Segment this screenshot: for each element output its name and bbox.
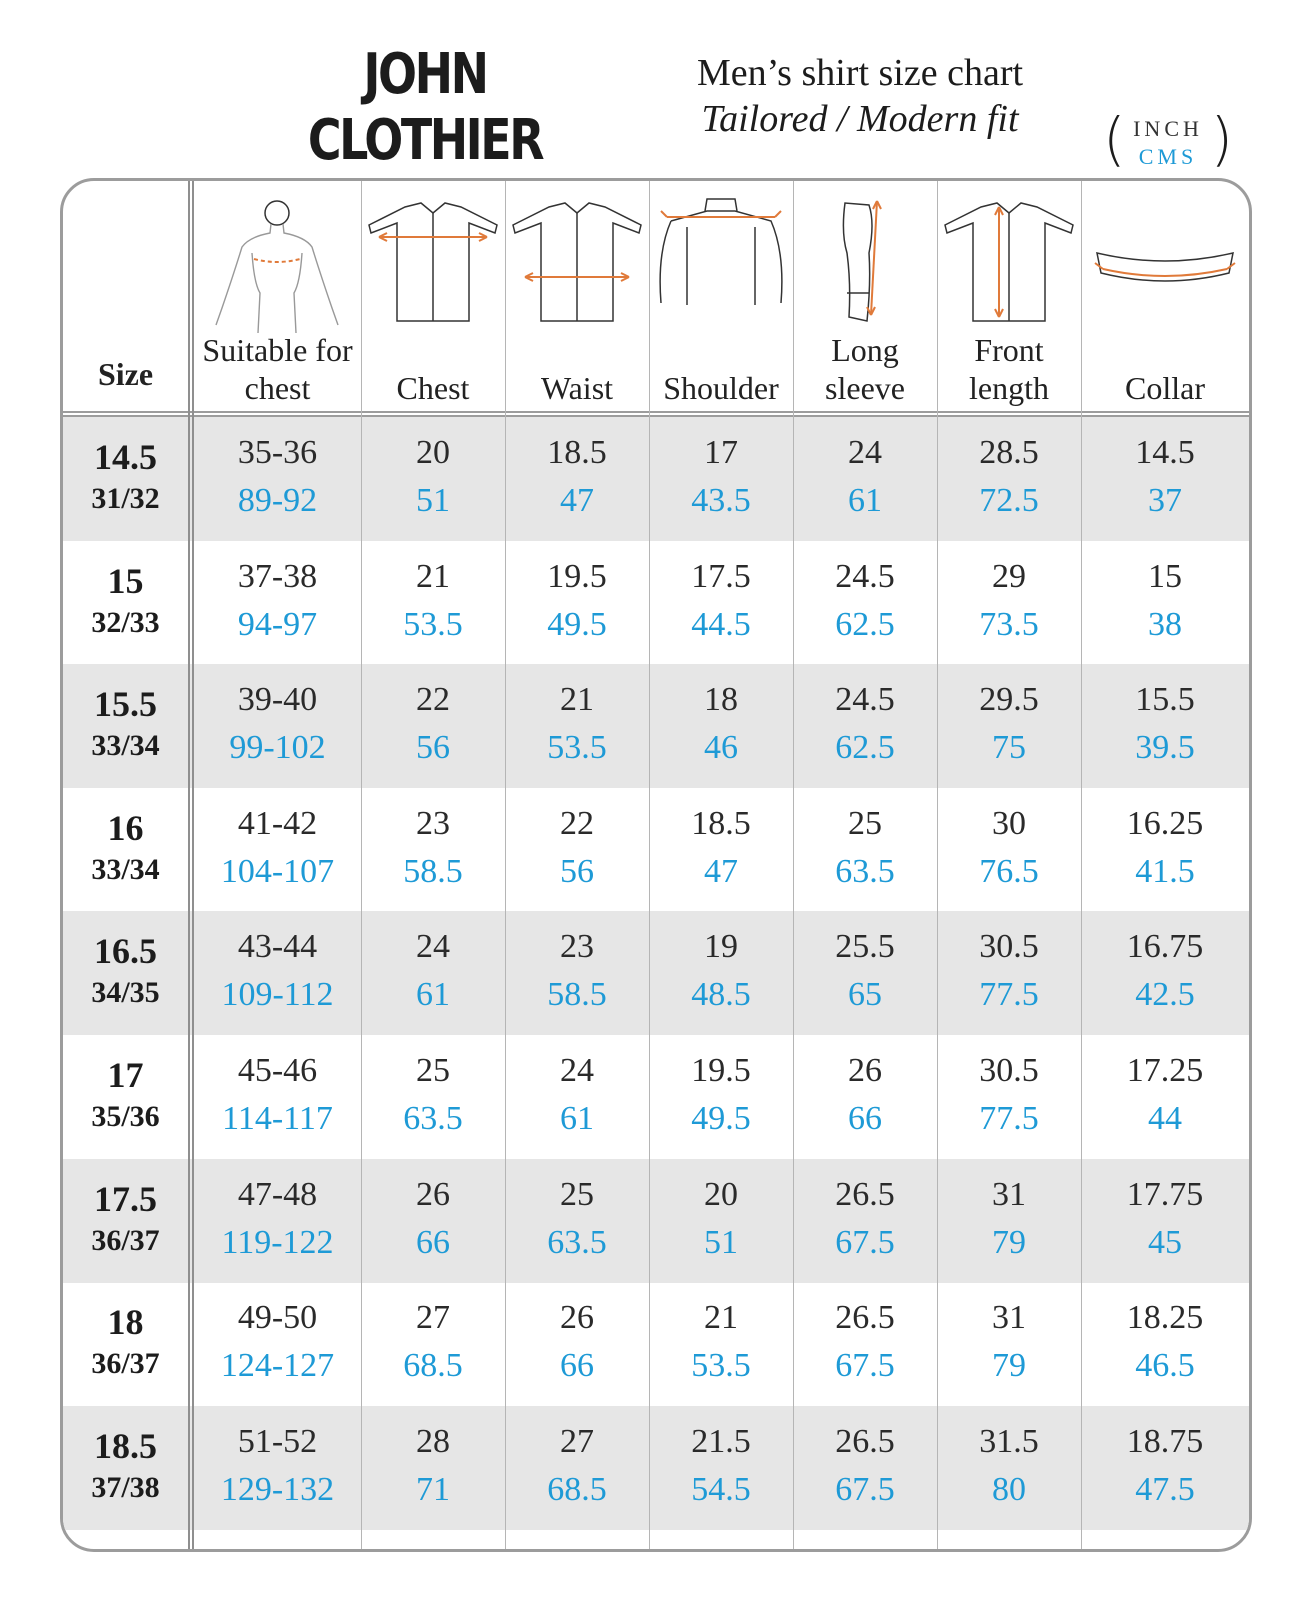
header-length-label: Front length bbox=[969, 332, 1049, 406]
size-cell bbox=[63, 911, 188, 1035]
collar-inch-value: 15 bbox=[1148, 558, 1182, 595]
length-cm-value: 77.5 bbox=[979, 976, 1039, 1013]
shoulder-cell bbox=[649, 1406, 793, 1530]
chart-title bbox=[660, 50, 1060, 142]
collar-size: 16.5 bbox=[94, 931, 157, 971]
sleeve-size: 36/37 bbox=[91, 1347, 160, 1380]
sleeve-cm-value: 61 bbox=[848, 482, 882, 519]
shirt-length-icon bbox=[937, 193, 1081, 333]
header-length bbox=[937, 181, 1081, 411]
chest-fit-inch-value: 35-36 bbox=[237, 434, 318, 471]
waist-cell bbox=[505, 1159, 649, 1283]
header-size-label: Size bbox=[97, 356, 154, 392]
header-shoulder bbox=[649, 181, 793, 411]
size-cell bbox=[63, 788, 188, 912]
sleeve-inch-value: 26.5 bbox=[835, 1299, 895, 1336]
shoulder-inch-value: 18 bbox=[704, 681, 738, 718]
chest-fit-inch-value: 45-46 bbox=[237, 1052, 318, 1089]
chest-fit-cell bbox=[194, 1406, 361, 1530]
length-cm-value: 79 bbox=[992, 1224, 1026, 1261]
chest-cm-value: 68.5 bbox=[403, 1347, 463, 1384]
shoulder-cm-value: 49.5 bbox=[691, 1100, 751, 1137]
length-cell bbox=[937, 1406, 1081, 1530]
waist-cell bbox=[505, 664, 649, 788]
table-row bbox=[63, 1035, 1249, 1159]
collar-cell bbox=[1081, 788, 1249, 912]
sleeve-inch-value: 24.5 bbox=[835, 681, 895, 718]
waist-inch-value: 26 bbox=[560, 1299, 594, 1336]
table-header bbox=[63, 181, 1249, 411]
chest-cell bbox=[361, 788, 505, 912]
chest-fit-cell bbox=[194, 1282, 361, 1406]
chest-fit-cm-value: 89-92 bbox=[237, 482, 318, 519]
size-cell bbox=[63, 1282, 188, 1406]
length-inch-value: 31.5 bbox=[979, 1423, 1039, 1460]
header-collar-label: Collar bbox=[1125, 370, 1205, 406]
chest-inch-value: 20 bbox=[416, 434, 450, 471]
shirt-shoulder-icon bbox=[649, 193, 793, 333]
chest-fit-inch-value: 39-40 bbox=[237, 681, 318, 718]
table-row bbox=[63, 541, 1249, 665]
waist-cm-value: 61 bbox=[560, 1100, 594, 1137]
collar-inch-value: 17.75 bbox=[1126, 1176, 1204, 1213]
shoulder-cell bbox=[649, 911, 793, 1035]
collar-cm-value: 38 bbox=[1148, 606, 1182, 643]
sleeve-inch-value: 24 bbox=[848, 434, 882, 471]
sleeve-inch-value: 25.5 bbox=[835, 928, 895, 965]
collar-size: 18.5 bbox=[94, 1426, 157, 1466]
chest-cell bbox=[361, 1406, 505, 1530]
waist-cm-value: 49.5 bbox=[547, 606, 607, 643]
waist-inch-value: 23 bbox=[560, 928, 594, 965]
sleeve-cell bbox=[793, 1282, 937, 1406]
chest-fit-inch-value: 41-42 bbox=[237, 805, 318, 842]
length-cm-value: 77.5 bbox=[979, 1100, 1039, 1137]
chest-fit-cell bbox=[194, 1159, 361, 1283]
size-cell bbox=[63, 417, 188, 541]
header-chest-fit-label: Suitable for chest bbox=[202, 332, 353, 406]
length-cell bbox=[937, 1159, 1081, 1283]
size-cell bbox=[63, 1035, 188, 1159]
collar-inch-value: 15.5 bbox=[1135, 681, 1195, 718]
chest-cm-value: 51 bbox=[416, 482, 450, 519]
body-outline-icon bbox=[194, 193, 361, 333]
chest-inch-value: 26 bbox=[416, 1176, 450, 1213]
sleeve-cm-value: 67.5 bbox=[835, 1347, 895, 1384]
shoulder-cm-value: 48.5 bbox=[691, 976, 751, 1013]
sleeve-cell bbox=[793, 664, 937, 788]
collar-inch-value: 16.75 bbox=[1126, 928, 1204, 965]
sleeve-size: 32/33 bbox=[91, 606, 160, 639]
shoulder-cm-value: 46 bbox=[704, 729, 738, 766]
sleeve-size: 37/38 bbox=[91, 1471, 160, 1504]
size-cell bbox=[63, 664, 188, 788]
length-cm-value: 73.5 bbox=[979, 606, 1039, 643]
collar-cm-value: 37 bbox=[1148, 482, 1182, 519]
waist-inch-value: 22 bbox=[560, 805, 594, 842]
shoulder-inch-value: 19.5 bbox=[691, 1052, 751, 1089]
chest-cm-value: 66 bbox=[416, 1224, 450, 1261]
chest-fit-cell bbox=[194, 788, 361, 912]
shoulder-cell bbox=[649, 664, 793, 788]
header-divider bbox=[63, 411, 1249, 417]
chest-fit-cm-value: 114-117 bbox=[222, 1100, 333, 1137]
chest-cm-value: 71 bbox=[416, 1471, 450, 1508]
shoulder-cell bbox=[649, 1282, 793, 1406]
sleeve-cm-value: 66 bbox=[848, 1100, 882, 1137]
shoulder-cell bbox=[649, 788, 793, 912]
sleeve-inch-value: 24.5 bbox=[835, 558, 895, 595]
chest-fit-cm-value: 124-127 bbox=[220, 1347, 335, 1384]
chest-fit-cm-value: 104-107 bbox=[220, 853, 335, 890]
shoulder-inch-value: 21.5 bbox=[691, 1423, 751, 1460]
collar-inch-value: 16.25 bbox=[1126, 805, 1204, 842]
shoulder-inch-value: 18.5 bbox=[691, 805, 751, 842]
collar-cell bbox=[1081, 1035, 1249, 1159]
collar-size: 18 bbox=[107, 1302, 144, 1342]
shoulder-inch-value: 17 bbox=[704, 434, 738, 471]
collar-inch-value: 14.5 bbox=[1135, 434, 1195, 471]
brand-name: JOHN CLOTHIER bbox=[307, 42, 543, 173]
chest-fit-cm-value: 94-97 bbox=[237, 606, 318, 643]
right-paren-glyph: ) bbox=[1210, 105, 1233, 173]
shoulder-cell bbox=[649, 1035, 793, 1159]
waist-cell bbox=[505, 1282, 649, 1406]
collar-size: 17.5 bbox=[94, 1179, 157, 1219]
size-table bbox=[60, 178, 1252, 1552]
header-chest bbox=[361, 181, 505, 411]
chest-fit-inch-value: 37-38 bbox=[237, 558, 318, 595]
sleeve-size: 31/32 bbox=[91, 482, 160, 515]
table-row bbox=[63, 788, 1249, 912]
shirt-waist-icon bbox=[505, 193, 649, 333]
length-cell bbox=[937, 788, 1081, 912]
header-waist-label: Waist bbox=[540, 370, 614, 406]
header-waist bbox=[505, 181, 649, 411]
waist-cell bbox=[505, 911, 649, 1035]
collar-cm-value: 42.5 bbox=[1135, 976, 1195, 1013]
chest-fit-inch-value: 51-52 bbox=[237, 1423, 318, 1460]
chart-title-line2: Tailored / Modern fit bbox=[701, 98, 1019, 140]
chest-fit-cell bbox=[194, 541, 361, 665]
size-cell bbox=[63, 541, 188, 665]
column-divider bbox=[361, 181, 362, 1549]
sleeve-cell bbox=[793, 541, 937, 665]
length-cell bbox=[937, 1035, 1081, 1159]
chest-inch-value: 27 bbox=[416, 1299, 450, 1336]
waist-inch-value: 21 bbox=[560, 681, 594, 718]
chest-inch-value: 21 bbox=[416, 558, 450, 595]
table-row bbox=[63, 664, 1249, 788]
header-chest-label: Chest bbox=[396, 370, 470, 406]
shoulder-inch-value: 20 bbox=[704, 1176, 738, 1213]
collar-cm-value: 39.5 bbox=[1135, 729, 1195, 766]
chest-cm-value: 63.5 bbox=[403, 1100, 463, 1137]
table-row bbox=[63, 911, 1249, 1035]
sleeve-cm-value: 65 bbox=[848, 976, 882, 1013]
length-cm-value: 72.5 bbox=[979, 482, 1039, 519]
column-divider bbox=[505, 181, 506, 1549]
sleeve-size: 33/34 bbox=[91, 853, 160, 886]
header-chest-fit bbox=[194, 181, 361, 411]
chest-fit-cell bbox=[194, 664, 361, 788]
sleeve-cell bbox=[793, 1035, 937, 1159]
chest-cm-value: 61 bbox=[416, 976, 450, 1013]
length-cell bbox=[937, 911, 1081, 1035]
collar-cell bbox=[1081, 1159, 1249, 1283]
collar-cell bbox=[1081, 417, 1249, 541]
length-cell bbox=[937, 541, 1081, 665]
collar-cm-value: 47.5 bbox=[1135, 1471, 1195, 1508]
collar-cm-value: 45 bbox=[1148, 1224, 1182, 1261]
sleeve-inch-value: 25 bbox=[848, 805, 882, 842]
length-inch-value: 29 bbox=[992, 558, 1026, 595]
length-inch-value: 31 bbox=[992, 1299, 1026, 1336]
shirt-chest-icon bbox=[361, 193, 505, 333]
sleeve-cell bbox=[793, 417, 937, 541]
chest-fit-cell bbox=[194, 417, 361, 541]
length-cm-value: 80 bbox=[992, 1471, 1026, 1508]
collar-cm-value: 41.5 bbox=[1135, 853, 1195, 890]
collar-size: 15.5 bbox=[94, 684, 157, 724]
chest-cell bbox=[361, 417, 505, 541]
length-cm-value: 79 bbox=[992, 1347, 1026, 1384]
collar-size: 17 bbox=[107, 1055, 144, 1095]
sleeve-cm-value: 62.5 bbox=[835, 729, 895, 766]
chest-fit-cm-value: 109-112 bbox=[221, 976, 334, 1013]
length-cm-value: 75 bbox=[992, 729, 1026, 766]
chest-fit-cm-value: 129-132 bbox=[220, 1471, 335, 1508]
header-collar bbox=[1081, 181, 1249, 411]
collar-cm-value: 44 bbox=[1148, 1100, 1182, 1137]
waist-cm-value: 66 bbox=[560, 1347, 594, 1384]
chest-fit-cell bbox=[194, 911, 361, 1035]
chest-cell bbox=[361, 664, 505, 788]
sleeve-size: 35/36 bbox=[91, 1100, 160, 1133]
length-cell bbox=[937, 1282, 1081, 1406]
chest-inch-value: 23 bbox=[416, 805, 450, 842]
length-inch-value: 28.5 bbox=[979, 434, 1039, 471]
sleeve-cm-value: 67.5 bbox=[835, 1224, 895, 1261]
chest-cell bbox=[361, 911, 505, 1035]
sleeve-cell bbox=[793, 1159, 937, 1283]
shoulder-cm-value: 53.5 bbox=[691, 1347, 751, 1384]
sleeve-cell bbox=[793, 911, 937, 1035]
waist-cm-value: 68.5 bbox=[547, 1471, 607, 1508]
waist-inch-value: 18.5 bbox=[547, 434, 607, 471]
header-shoulder-label: Shoulder bbox=[663, 370, 779, 406]
shoulder-inch-value: 17.5 bbox=[691, 558, 751, 595]
shoulder-inch-value: 21 bbox=[704, 1299, 738, 1336]
column-divider bbox=[793, 181, 794, 1549]
sleeve-size: 36/37 bbox=[91, 1224, 160, 1257]
shoulder-cm-value: 43.5 bbox=[691, 482, 751, 519]
chart-title-line1: Men’s shirt size chart bbox=[696, 52, 1024, 94]
sleeve-inch-value: 26.5 bbox=[835, 1176, 895, 1213]
size-column-divider bbox=[188, 181, 194, 1549]
chest-cell bbox=[361, 1282, 505, 1406]
sleeve-inch-value: 26.5 bbox=[835, 1423, 895, 1460]
header-sleeve-label: Long sleeve bbox=[825, 332, 905, 406]
shoulder-cell bbox=[649, 417, 793, 541]
collar-inch-value: 18.25 bbox=[1126, 1299, 1204, 1336]
shoulder-inch-value: 19 bbox=[704, 928, 738, 965]
sleeve-cm-value: 62.5 bbox=[835, 606, 895, 643]
sleeve-size: 34/35 bbox=[91, 976, 160, 1009]
collar-inch-value: 17.25 bbox=[1126, 1052, 1204, 1089]
collar-cm-value: 46.5 bbox=[1135, 1347, 1195, 1384]
waist-cell bbox=[505, 541, 649, 665]
chest-inch-value: 25 bbox=[416, 1052, 450, 1089]
waist-cell bbox=[505, 417, 649, 541]
table-row bbox=[63, 1159, 1249, 1283]
chest-fit-inch-value: 47-48 bbox=[237, 1176, 318, 1213]
sleeve-cm-value: 63.5 bbox=[835, 853, 895, 890]
chest-cell bbox=[361, 541, 505, 665]
collar-cell bbox=[1081, 664, 1249, 788]
unit-secondary: CMS bbox=[1138, 144, 1198, 169]
chest-inch-value: 24 bbox=[416, 928, 450, 965]
waist-inch-value: 24 bbox=[560, 1052, 594, 1089]
chest-cell bbox=[361, 1035, 505, 1159]
shoulder-cm-value: 47 bbox=[704, 853, 738, 890]
sleeve-cell bbox=[793, 1406, 937, 1530]
left-paren-glyph: ( bbox=[1103, 105, 1126, 173]
chest-cell bbox=[361, 1159, 505, 1283]
collar-cell bbox=[1081, 1282, 1249, 1406]
header-sleeve bbox=[793, 181, 937, 411]
chest-cm-value: 56 bbox=[416, 729, 450, 766]
collar-cell bbox=[1081, 911, 1249, 1035]
sleeve-size: 33/34 bbox=[91, 729, 160, 762]
shoulder-cell bbox=[649, 541, 793, 665]
chest-fit-cm-value: 119-122 bbox=[221, 1224, 334, 1261]
waist-cell bbox=[505, 1035, 649, 1159]
unit-primary: INCH bbox=[1133, 116, 1203, 141]
sleeve-inch-value: 26 bbox=[848, 1052, 882, 1089]
collar-inch-value: 18.75 bbox=[1126, 1423, 1204, 1460]
length-cell bbox=[937, 417, 1081, 541]
chest-inch-value: 28 bbox=[416, 1423, 450, 1460]
length-inch-value: 30.5 bbox=[979, 1052, 1039, 1089]
chest-inch-value: 22 bbox=[416, 681, 450, 718]
collar-cell bbox=[1081, 541, 1249, 665]
length-inch-value: 30.5 bbox=[979, 928, 1039, 965]
column-divider bbox=[937, 181, 938, 1549]
waist-cm-value: 56 bbox=[560, 853, 594, 890]
unit-legend bbox=[1103, 105, 1233, 174]
length-inch-value: 30 bbox=[992, 805, 1026, 842]
collar-icon bbox=[1081, 193, 1249, 333]
size-cell bbox=[63, 1406, 188, 1530]
collar-size: 14.5 bbox=[94, 437, 157, 477]
waist-cell bbox=[505, 1406, 649, 1530]
collar-size: 16 bbox=[107, 808, 144, 848]
collar-size: 15 bbox=[107, 561, 144, 601]
waist-inch-value: 27 bbox=[560, 1423, 594, 1460]
waist-inch-value: 25 bbox=[560, 1176, 594, 1213]
chest-cm-value: 58.5 bbox=[403, 853, 463, 890]
size-cell bbox=[63, 1159, 188, 1283]
chest-fit-cell bbox=[194, 1035, 361, 1159]
table-row bbox=[63, 417, 1249, 541]
shoulder-cm-value: 54.5 bbox=[691, 1471, 751, 1508]
sleeve-cell bbox=[793, 788, 937, 912]
waist-cm-value: 53.5 bbox=[547, 729, 607, 766]
waist-inch-value: 19.5 bbox=[547, 558, 607, 595]
sleeve-cm-value: 67.5 bbox=[835, 1471, 895, 1508]
chest-fit-inch-value: 43-44 bbox=[237, 928, 318, 965]
length-cell bbox=[937, 664, 1081, 788]
waist-cm-value: 58.5 bbox=[547, 976, 607, 1013]
waist-cell bbox=[505, 788, 649, 912]
shoulder-cm-value: 51 bbox=[704, 1224, 738, 1261]
header-size bbox=[63, 181, 188, 411]
chest-fit-inch-value: 49-50 bbox=[237, 1299, 318, 1336]
waist-cm-value: 63.5 bbox=[547, 1224, 607, 1261]
length-inch-value: 31 bbox=[992, 1176, 1026, 1213]
shoulder-cm-value: 44.5 bbox=[691, 606, 751, 643]
collar-cell bbox=[1081, 1406, 1249, 1530]
chest-fit-cm-value: 99-102 bbox=[229, 729, 326, 766]
sleeve-icon bbox=[793, 193, 937, 333]
length-cm-value: 76.5 bbox=[979, 853, 1039, 890]
column-divider bbox=[649, 181, 650, 1549]
column-divider bbox=[1081, 181, 1082, 1549]
table-row bbox=[63, 1282, 1249, 1406]
table-row bbox=[63, 1406, 1249, 1530]
length-inch-value: 29.5 bbox=[979, 681, 1039, 718]
waist-cm-value: 47 bbox=[560, 482, 594, 519]
chest-cm-value: 53.5 bbox=[403, 606, 463, 643]
shoulder-cell bbox=[649, 1159, 793, 1283]
